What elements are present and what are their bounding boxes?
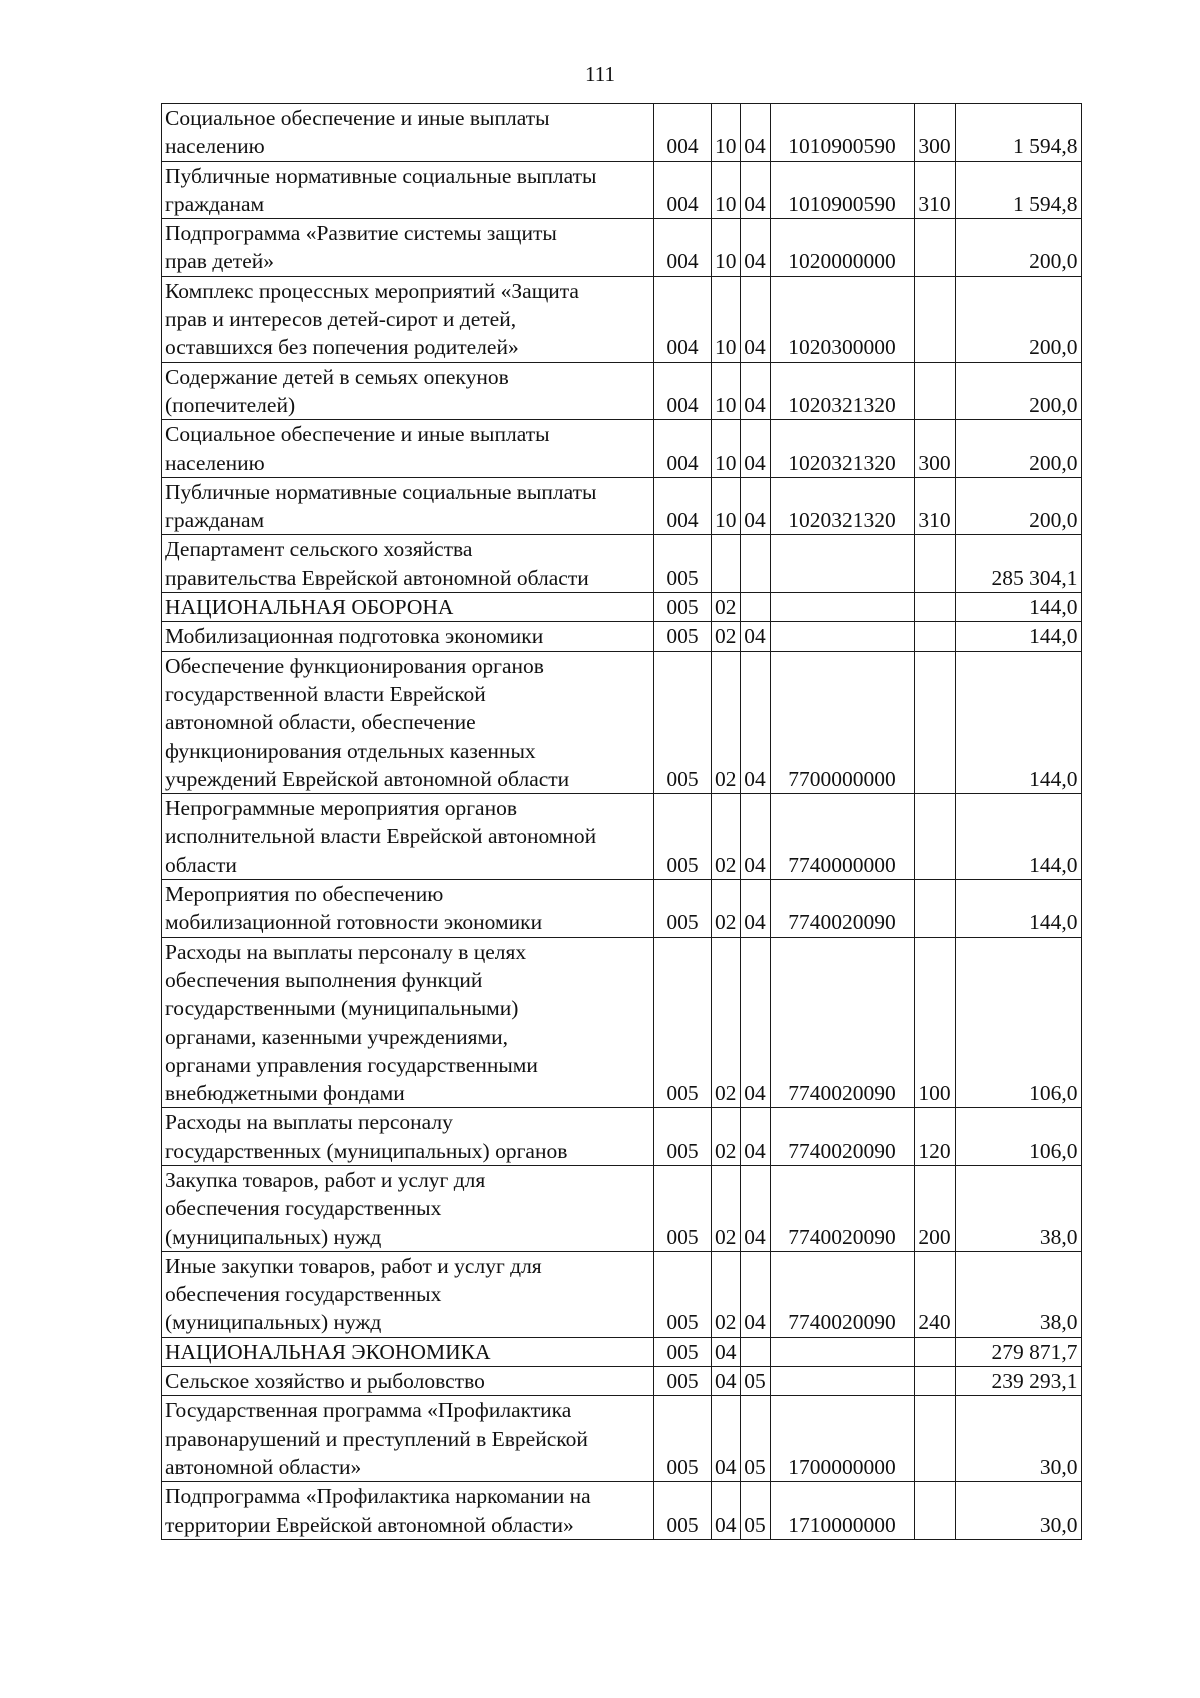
target-article-cell: 7700000000 (770, 651, 914, 793)
expense-type-cell (914, 219, 955, 277)
ved-code-cell: 004 (654, 161, 712, 219)
table-row (162, 161, 1082, 219)
row-name-cell: Расходы на выплаты персоналу государственных (муниципальных) органов (162, 1108, 654, 1166)
row-name-cell: Публичные нормативные социальные выплаты гражданам (162, 161, 654, 219)
subsection-code-cell: 04 (740, 161, 770, 219)
row-name-cell: Социальное обеспечение и иные выплаты населению (162, 104, 654, 162)
section-code-cell: 04 (712, 1367, 741, 1396)
subsection-code-cell: 04 (740, 1108, 770, 1166)
subsection-code-cell: 04 (740, 104, 770, 162)
subsection-code-cell: 04 (740, 362, 770, 420)
ved-code-cell: 005 (654, 593, 712, 622)
table-row (162, 1367, 1082, 1396)
amount-cell: 1 594,8 (955, 104, 1081, 162)
amount-cell: 279 871,7 (955, 1337, 1081, 1366)
row-name-cell: Социальное обеспечение и иные выплаты населению (162, 420, 654, 478)
target-article-cell: 7740020090 (770, 880, 914, 938)
row-name-cell: Комплекс процессных мероприятий «Защита прав и интересов детей-сирот и детей, оставшихся без попечения родителей» (162, 276, 654, 362)
target-article-cell (770, 1337, 914, 1366)
expense-type-cell (914, 276, 955, 362)
expense-type-cell (914, 362, 955, 420)
target-article-cell: 1020321320 (770, 362, 914, 420)
ved-code-cell: 004 (654, 362, 712, 420)
expense-type-cell: 100 (914, 937, 955, 1108)
table-row (162, 1251, 1082, 1337)
expense-type-cell: 310 (914, 477, 955, 535)
target-article-cell: 1010900590 (770, 161, 914, 219)
expense-type-cell: 120 (914, 1108, 955, 1166)
section-code-cell: 10 (712, 420, 741, 478)
row-name-cell: Публичные нормативные социальные выплаты гражданам (162, 477, 654, 535)
ved-code-cell: 004 (654, 420, 712, 478)
target-article-cell: 1020300000 (770, 276, 914, 362)
amount-cell: 239 293,1 (955, 1367, 1081, 1396)
page-number: 111 (585, 62, 615, 86)
table-row (162, 1108, 1082, 1166)
row-name-cell: Мероприятия по обеспечению мобилизационной готовности экономики (162, 880, 654, 938)
amount-cell: 30,0 (955, 1396, 1081, 1482)
ved-code-cell: 005 (654, 651, 712, 793)
section-code-cell: 02 (712, 1251, 741, 1337)
table-row (162, 1396, 1082, 1482)
subsection-code-cell: 04 (740, 937, 770, 1108)
target-article-cell: 1700000000 (770, 1396, 914, 1482)
target-article-cell: 7740020090 (770, 1251, 914, 1337)
ved-code-cell: 005 (654, 1251, 712, 1337)
amount-cell: 144,0 (955, 880, 1081, 938)
table-row (162, 1337, 1082, 1366)
amount-cell: 38,0 (955, 1165, 1081, 1251)
row-name-cell: Департамент сельского хозяйства правительства Еврейской автономной области (162, 535, 654, 593)
amount-cell: 200,0 (955, 362, 1081, 420)
section-code-cell: 04 (712, 1482, 741, 1540)
section-code-cell: 02 (712, 937, 741, 1108)
expense-type-cell (914, 880, 955, 938)
expense-type-cell (914, 1396, 955, 1482)
row-name-cell: НАЦИОНАЛЬНАЯ ЭКОНОМИКА (162, 1337, 654, 1366)
ved-code-cell: 005 (654, 937, 712, 1108)
expense-type-cell: 200 (914, 1165, 955, 1251)
amount-cell: 200,0 (955, 276, 1081, 362)
target-article-cell: 1010900590 (770, 104, 914, 162)
row-name-cell: Непрограммные мероприятия органов исполнительной власти Еврейской автономной области (162, 794, 654, 880)
budget-table (161, 103, 1082, 1540)
table-row (162, 276, 1082, 362)
amount-cell: 38,0 (955, 1251, 1081, 1337)
row-name-cell: Расходы на выплаты персоналу в целях обеспечения выполнения функций государственными (муниципальными) органами, казенными учреждениями, органами управления государственными внебюджетными фондами (162, 937, 654, 1108)
subsection-code-cell: 05 (740, 1482, 770, 1540)
row-name-cell: НАЦИОНАЛЬНАЯ ОБОРОНА (162, 593, 654, 622)
amount-cell: 106,0 (955, 937, 1081, 1108)
table-row (162, 477, 1082, 535)
target-article-cell: 1020321320 (770, 420, 914, 478)
table-row (162, 1482, 1082, 1540)
expense-type-cell (914, 1367, 955, 1396)
ved-code-cell: 005 (654, 1367, 712, 1396)
subsection-code-cell: 04 (740, 1251, 770, 1337)
target-article-cell: 7740020090 (770, 1165, 914, 1251)
expense-type-cell: 300 (914, 420, 955, 478)
budget-table-body (162, 104, 1082, 1540)
table-row (162, 651, 1082, 793)
subsection-code-cell: 04 (740, 880, 770, 938)
target-article-cell (770, 1367, 914, 1396)
subsection-code-cell: 04 (740, 276, 770, 362)
table-row (162, 535, 1082, 593)
ved-code-cell: 005 (654, 1482, 712, 1540)
section-code-cell: 10 (712, 362, 741, 420)
amount-cell: 200,0 (955, 477, 1081, 535)
subsection-code-cell (740, 1337, 770, 1366)
section-code-cell: 02 (712, 622, 741, 651)
subsection-code-cell: 04 (740, 794, 770, 880)
amount-cell: 1 594,8 (955, 161, 1081, 219)
ved-code-cell: 005 (654, 1165, 712, 1251)
target-article-cell (770, 622, 914, 651)
ved-code-cell: 005 (654, 622, 712, 651)
section-code-cell: 02 (712, 651, 741, 793)
subsection-code-cell: 04 (740, 420, 770, 478)
section-code-cell: 10 (712, 161, 741, 219)
amount-cell: 200,0 (955, 420, 1081, 478)
subsection-code-cell (740, 535, 770, 593)
table-row (162, 1165, 1082, 1251)
table-row (162, 794, 1082, 880)
target-article-cell (770, 593, 914, 622)
section-code-cell (712, 535, 741, 593)
expense-type-cell (914, 622, 955, 651)
ved-code-cell: 005 (654, 1337, 712, 1366)
table-row (162, 880, 1082, 938)
amount-cell: 144,0 (955, 651, 1081, 793)
target-article-cell (770, 535, 914, 593)
target-article-cell: 7740000000 (770, 794, 914, 880)
section-code-cell: 02 (712, 593, 741, 622)
amount-cell: 106,0 (955, 1108, 1081, 1166)
table-row (162, 104, 1082, 162)
amount-cell: 285 304,1 (955, 535, 1081, 593)
subsection-code-cell (740, 593, 770, 622)
table-row (162, 362, 1082, 420)
ved-code-cell: 004 (654, 104, 712, 162)
row-name-cell: Иные закупки товаров, работ и услуг для обеспечения государственных (муниципальных) нужд (162, 1251, 654, 1337)
expense-type-cell: 310 (914, 161, 955, 219)
table-row (162, 420, 1082, 478)
section-code-cell: 04 (712, 1396, 741, 1482)
subsection-code-cell: 05 (740, 1367, 770, 1396)
amount-cell: 200,0 (955, 219, 1081, 277)
section-code-cell: 04 (712, 1337, 741, 1366)
subsection-code-cell: 05 (740, 1396, 770, 1482)
ved-code-cell: 005 (654, 880, 712, 938)
section-code-cell: 02 (712, 1108, 741, 1166)
amount-cell: 144,0 (955, 593, 1081, 622)
row-name-cell: Мобилизационная подготовка экономики (162, 622, 654, 651)
row-name-cell: Обеспечение функционирования органов государственной власти Еврейской автономной области, обеспечение функционирования отдельных казенных учреждений Еврейской автономной области (162, 651, 654, 793)
expense-type-cell (914, 535, 955, 593)
ved-code-cell: 005 (654, 535, 712, 593)
table-row (162, 937, 1082, 1108)
table-row (162, 593, 1082, 622)
target-article-cell: 7740020090 (770, 937, 914, 1108)
section-code-cell: 10 (712, 276, 741, 362)
expense-type-cell (914, 794, 955, 880)
ved-code-cell: 005 (654, 1108, 712, 1166)
section-code-cell: 02 (712, 880, 741, 938)
amount-cell: 144,0 (955, 794, 1081, 880)
expense-type-cell (914, 593, 955, 622)
row-name-cell: Закупка товаров, работ и услуг для обеспечения государственных (муниципальных) нужд (162, 1165, 654, 1251)
row-name-cell: Государственная программа «Профилактика правонарушений и преступлений в Еврейской автономной области» (162, 1396, 654, 1482)
ved-code-cell: 005 (654, 1396, 712, 1482)
subsection-code-cell: 04 (740, 477, 770, 535)
target-article-cell: 1710000000 (770, 1482, 914, 1540)
table-row (162, 219, 1082, 277)
row-name-cell: Подпрограмма «Развитие системы защиты прав детей» (162, 219, 654, 277)
target-article-cell: 1020000000 (770, 219, 914, 277)
row-name-cell: Сельское хозяйство и рыболовство (162, 1367, 654, 1396)
ved-code-cell: 005 (654, 794, 712, 880)
target-article-cell: 7740020090 (770, 1108, 914, 1166)
expense-type-cell (914, 651, 955, 793)
ved-code-cell: 004 (654, 477, 712, 535)
section-code-cell: 02 (712, 794, 741, 880)
ved-code-cell: 004 (654, 219, 712, 277)
expense-type-cell (914, 1482, 955, 1540)
row-name-cell: Содержание детей в семьях опекунов (попечителей) (162, 362, 654, 420)
expense-type-cell (914, 1337, 955, 1366)
section-code-cell: 02 (712, 1165, 741, 1251)
table-row (162, 622, 1082, 651)
section-code-cell: 10 (712, 219, 741, 277)
amount-cell: 144,0 (955, 622, 1081, 651)
ved-code-cell: 004 (654, 276, 712, 362)
section-code-cell: 10 (712, 104, 741, 162)
expense-type-cell: 240 (914, 1251, 955, 1337)
subsection-code-cell: 04 (740, 1165, 770, 1251)
subsection-code-cell: 04 (740, 219, 770, 277)
expense-type-cell: 300 (914, 104, 955, 162)
amount-cell: 30,0 (955, 1482, 1081, 1540)
section-code-cell: 10 (712, 477, 741, 535)
subsection-code-cell: 04 (740, 622, 770, 651)
target-article-cell: 1020321320 (770, 477, 914, 535)
row-name-cell: Подпрограмма «Профилактика наркомании на территории Еврейской автономной области» (162, 1482, 654, 1540)
subsection-code-cell: 04 (740, 651, 770, 793)
